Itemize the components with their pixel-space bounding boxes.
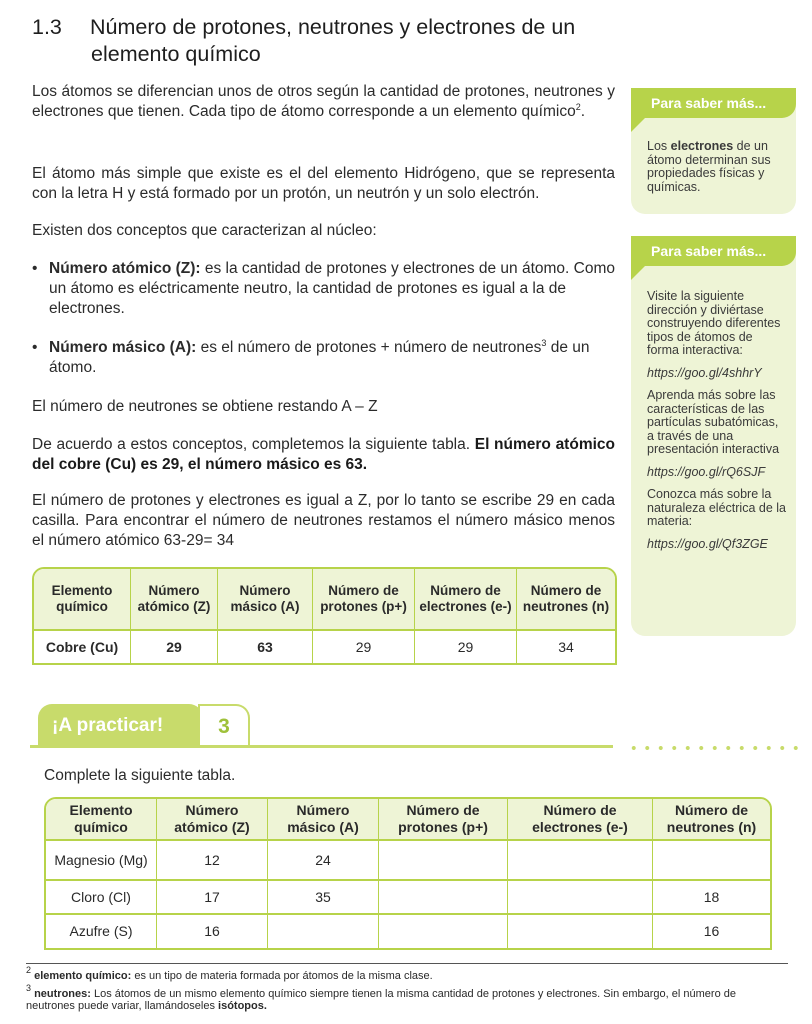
def-atomic-number: es la cantidad de protones y electrones de un átomo. Como un átomo es eléctricamente neutro, la cantidad de protones es igual a la de electrones. [49,260,616,317]
copper-paragraph [32,435,615,475]
footnote-text: es un tipo de materia formada por átomos de la misma clase. [131,970,433,982]
col-header: Número atómico (Z) [157,799,268,841]
cell-element: Azufre (S) [46,915,157,948]
info-box-header: Para saber más... [631,88,796,118]
cell-protons-input[interactable] [379,881,508,915]
link-description: Conozca más sobre la naturaleza eléctrica de la materia: [647,487,786,528]
calculation-paragraph: El número de protones y electrones es igual a Z, por lo tanto se escribe 29 en cada casilla. Para encontrar el número de neutrones restamos el número másico menos el número atómico 63-29= 34 [32,492,615,549]
footnote-term: elemento químico: [34,970,132,982]
info-box-body [631,266,796,570]
info-text: Los [647,139,671,153]
table-header-row [46,799,770,841]
neutron-formula: El número de neutrones se obtiene restando A – Z [32,398,378,415]
footnote-number: 2 [26,965,32,975]
cell-neutrons: 18 [653,881,770,915]
bullet-icon: • [32,339,38,356]
col-header: Número másico (A) [268,799,379,841]
cell-protons: 29 [313,631,415,663]
table-row [34,631,615,663]
cell-mass-number: 24 [268,841,379,881]
info-box-links [631,236,796,636]
link-electric-nature[interactable]: https://goo.gl/Qf3ZGE [647,536,768,551]
info-box-header: Para saber más... [631,236,796,266]
footnote-term-isotopes: isótopos. [218,1000,267,1012]
cell-mass-number-input[interactable] [268,915,379,948]
cell-atomic-number: 17 [157,881,268,915]
col-header: Número de neutrones (n) [653,799,770,841]
cell-mass-number: 63 [218,631,313,663]
cell-element: Cobre (Cu) [34,631,131,663]
cell-protons-input[interactable] [379,915,508,948]
footnote-3 [26,983,786,1012]
copper-text: De acuerdo a estos conceptos, completemos la siguiente tabla. [32,436,475,453]
footnote-text: Los átomos de un mismo elemento químico siempre tienen la misma cantidad de protones y electrones. Sin embargo, el número de neutrones puede variar, llamándoseles [26,988,736,1012]
col-header: Número de protones (p+) [313,569,415,631]
cell-protons-input[interactable] [379,841,508,881]
col-header: Número másico (A) [218,569,313,631]
copper-bold: El número atómico del cobre (Cu) es 29, el número másico es 63. [32,436,615,473]
col-header: Elemento químico [34,569,131,631]
footnote-number: 3 [26,983,32,993]
concepts-intro: Existen dos conceptos que caracterizan al núcleo: [32,222,377,239]
cell-atomic-number: 16 [157,915,268,948]
term-atomic-number: Número atómico (Z): [49,260,201,277]
practice-tab: ¡A practicar! [38,704,203,746]
section-divider [30,745,613,748]
footnote-ref-2[interactable]: 2 [575,102,581,112]
def-mass-number-end: de un átomo. [49,339,590,376]
cell-atomic-number: 12 [157,841,268,881]
intro-end: . [580,103,586,120]
cell-neutrons: 16 [703,923,720,939]
def-mass-number: es el número de protones + número de neutrones [196,339,542,356]
section-number: 1.3 [32,15,62,39]
cell-electrons-input[interactable] [508,915,653,948]
bullet-atomic-number [32,259,615,319]
cell-mass-number: 35 [268,881,379,915]
heading-line2: elemento químico [91,42,261,66]
cell-electrons: 29 [415,631,517,663]
term-mass-number: Número másico (A): [49,339,197,356]
practice-instruction: Complete la siguiente tabla. [44,767,236,784]
section-heading [32,14,622,68]
table-row [46,915,770,948]
col-header: Número de electrones (e-) [415,569,517,631]
col-header: Número de neutrones (n) [517,569,615,631]
dotted-divider [627,746,802,750]
cell-atomic-number: 29 [131,631,218,663]
table-header-row [34,569,615,631]
link-description: Aprenda más sobre las características de las partículas subatómicas, a través de una presentación interactiva [647,388,780,456]
link-atoms-builder[interactable]: https://goo.gl/4shhrY [647,365,762,380]
info-box-electrons [631,88,796,214]
cell-element: Cloro (Cl) [46,881,157,915]
practice-table [44,797,772,950]
cell-neutrons-input[interactable] [653,841,770,881]
col-header: Número de protones (p+) [379,799,508,841]
cell-electrons-input[interactable] [508,881,653,915]
col-header: Elemento químico [46,799,157,841]
intro-paragraph [32,82,615,122]
footnote-ref-3[interactable]: 3 [541,338,547,348]
table-row [46,881,770,915]
info-text: de un átomo determinan sus propiedades físicas y químicas. [647,139,771,194]
cell-neutrons: 34 [558,639,574,655]
practice-number: 3 [198,704,250,746]
bullet-icon: • [32,260,38,277]
footnote-divider [26,963,788,964]
info-bold: electrones [670,139,734,153]
cell-element: Magnesio (Mg) [46,841,157,881]
cell-electrons-input[interactable] [508,841,653,881]
col-header: Número atómico (Z) [131,569,218,631]
hydrogen-paragraph: El átomo más simple que existe es el del elemento Hidrógeno, que se representa con la letra H y está formado por un protón, un neutrón y un solo electrón. [32,165,615,202]
bullet-mass-number [32,338,615,378]
col-header: Número de electrones (e-) [508,799,653,841]
footnote-2 [26,965,786,982]
link-description: Visite la siguiente dirección y diviértase construyendo diferentes tipos de átomos de forma interactiva: [647,289,781,357]
link-subatomic-presentation[interactable]: https://goo.gl/rQ6SJF [647,464,766,479]
copper-table [32,567,617,665]
table-row [46,841,770,881]
heading-line1: Número de protones, neutrones y electrones de un [90,15,576,39]
info-box-body [631,118,796,213]
footnote-term: neutrones: [34,988,91,1000]
intro-text: Los átomos se diferencian unos de otros según la cantidad de protones, neutrones y electrones que tienen. Cada tipo de átomo corresponde a un elemento químico [32,83,615,120]
